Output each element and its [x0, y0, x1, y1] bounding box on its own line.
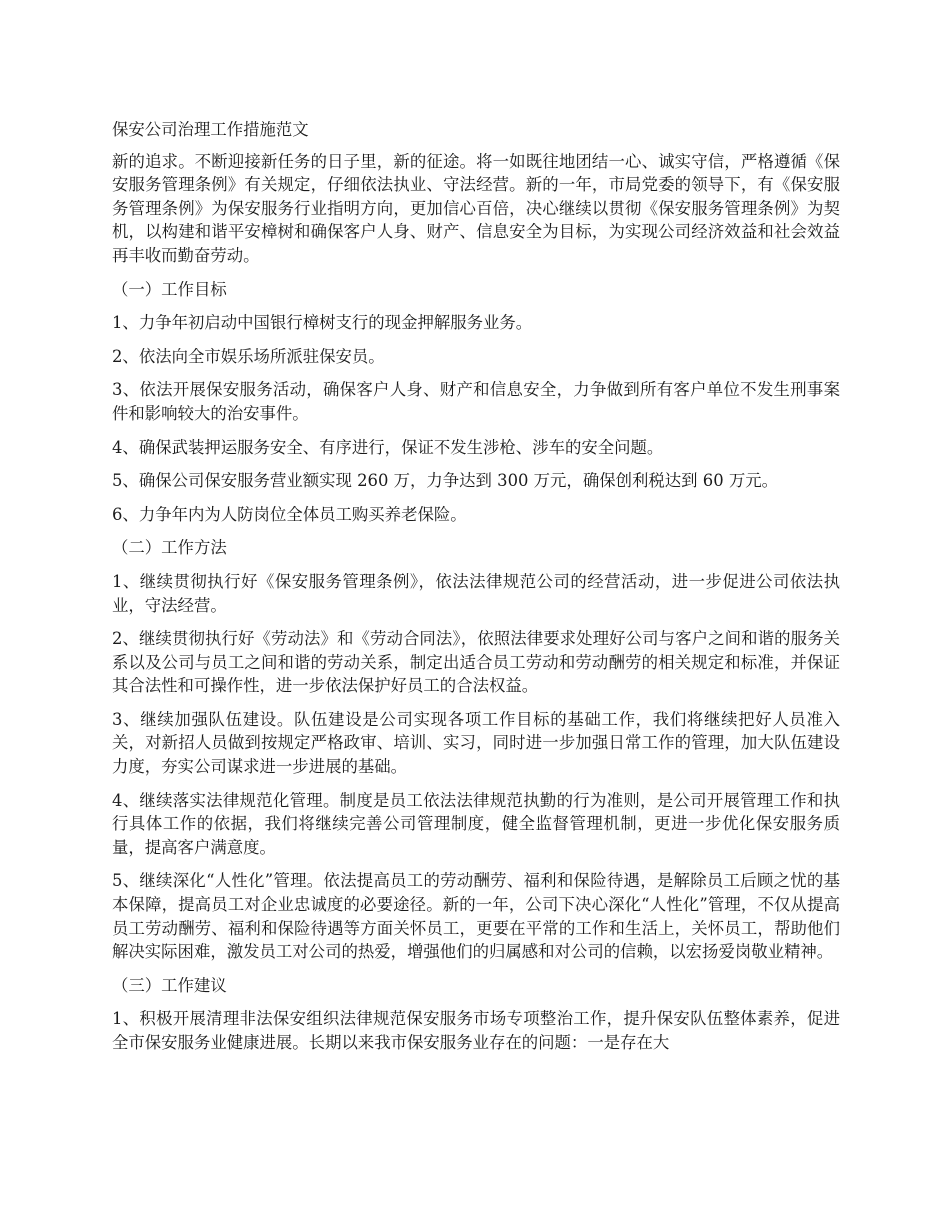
section-heading-suggestions: （三）工作建议	[112, 975, 227, 995]
goal-item-4: 4、确保武装押运服务安全、有序进行，保证不发生涉枪、涉车的安全问题。	[112, 437, 664, 457]
method-item-4: 4、继续落实法律规范化管理。制度是员工依法法律规范执勤的行为准则，是公司开展管理工作和执行具体工作的依据，我们将继续完善公司管理制度，健全监督管理机制，更进一步优化保安服务质量，提高客户满意度。	[112, 790, 840, 857]
section-heading-methods: （二）工作方法	[112, 538, 227, 558]
goal-item-3: 3、依法开展保安服务活动，确保客户人身、财产和信息安全，力争做到所有客户单位不发生刑事案件和影响较大的治安事件。	[112, 380, 840, 423]
method-item-1: 1、继续贯彻执行好《保安服务管理条例》，依法法律规范公司的经营活动，进一步促进公司依法执业，守法经营。	[112, 571, 840, 615]
goal-item-5: 5、确保公司保安服务营业额实现 260 万，力争达到 300 万元，确保创利税达到 60 万元。	[112, 471, 779, 491]
document-page	[112, 118, 840, 1065]
method-item-2: 2、继续贯彻执行好《劳动法》和《劳动合同法》，依照法律要求处理好公司与客户之间和谐的服务关系以及公司与员工之间和谐的劳动关系，制定出适合员工劳动和劳动酬劳的相关规定和标准，并保证其合法性和可操作性，进一步依法保护好员工的合法权益。	[112, 629, 840, 696]
suggestion-item-1: 1、积极开展清理非法保安组织法律规范保安服务市场专项整治工作，提升保安队伍整体素养，促进全市保安服务业健康进展。长期以来我市保安服务业存在的问题：一是存在大	[112, 1009, 840, 1052]
document-title: 保安公司治理工作措施范文	[112, 120, 309, 139]
method-item-5: 5、继续深化“人性化”管理。依法提高员工的劳动酬劳、福利和保险待遇，是解除员工后顾之忧的基本保障，提高员工对企业忠诚度的必要途径。新的一年，公司下决心深化“人性化”管理，不仅从提高员工劳动酬劳、福利和保险待遇等方面关怀员工，更要在平常的工作和生活上，关怀员工，帮助他们解决实际困难，激发员工对公司的热爱，增强他们的归属感和对公司的信赖，以宏扬爱岗敬业精神。	[112, 871, 840, 962]
section-heading-goals: （一）工作目标	[112, 279, 227, 299]
goal-item-6: 6、力争年内为人防岗位全体员工购买养老保险。	[112, 504, 467, 524]
goal-item-1: 1、力争年初启动中国银行樟树支行的现金押解服务业务。	[112, 313, 533, 333]
intro-paragraph: 新的追求。不断迎接新任务的日子里，新的征途。将一如既往地团结一心、诚实守信，严格遵循《保安服务管理条例》有关规定，仔细依法执业、守法经营。新的一年，市局党委的领导下，有《保安服务管理条例》为保安服务行业指明方向，更加信心百倍，决心继续以贯彻《保安服务管理条例》为契机，以构建和谐平安樟树和确保客户人身、财产、信息安全为目标，为实现公司经济效益和社会效益再丰收而勤奋劳动。	[112, 151, 840, 265]
method-item-3: 3、继续加强队伍建设。队伍建设是公司实现各项工作目标的基础工作，我们将继续把好人员准入关，对新招人员做到按规定严格政审、培训、实习，同时进一步加强日常工作的管理，加大队伍建设力度，夯实公司谋求进一步进展的基础。	[112, 709, 840, 777]
goal-item-2: 2、依法向全市娱乐场所派驻保安员。	[112, 346, 385, 366]
